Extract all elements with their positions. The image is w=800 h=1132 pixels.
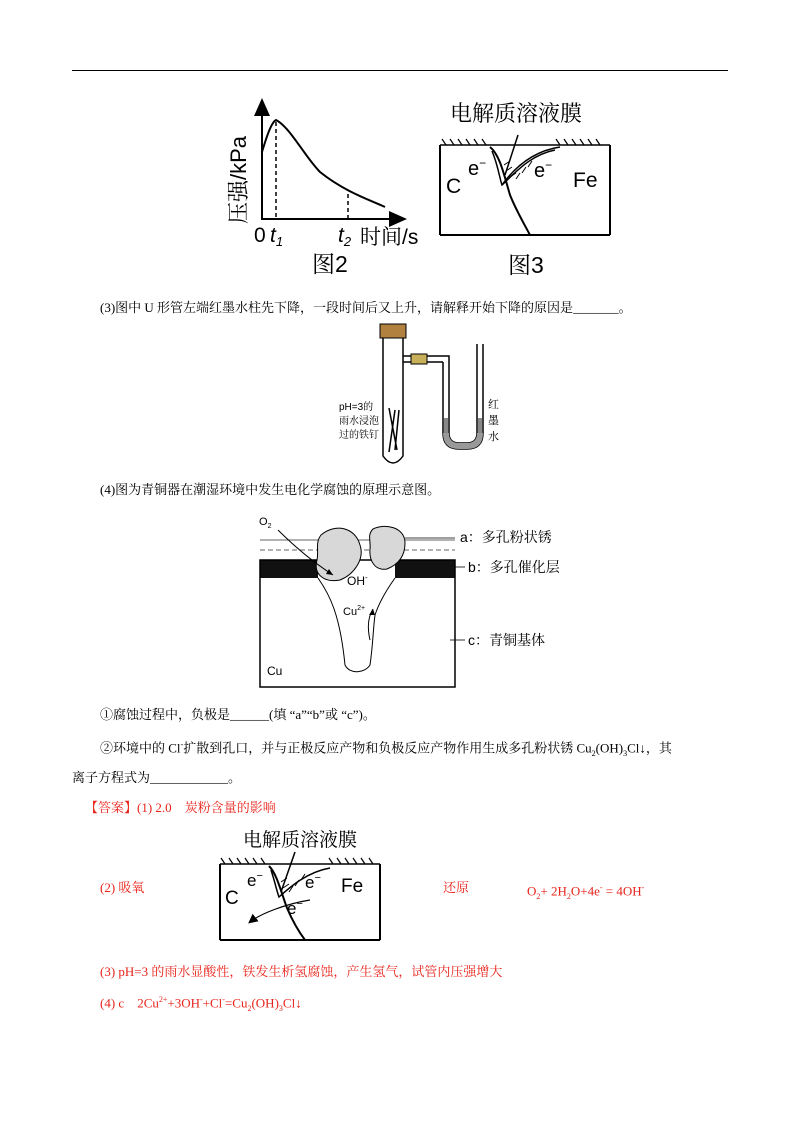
answer-2-label: (2) 吸氧 bbox=[100, 880, 145, 895]
answer-2-diagram bbox=[215, 822, 390, 947]
question-4-2-line1: ②环境中的 Cl-扩散到孔口，并与正极反应产物和负极反应产物作用生成多孔粉状锈 $Cu_2(OH)_3Cl↓$，其 bbox=[100, 740, 672, 758]
q3-answer-blank[interactable]: _______ bbox=[573, 300, 619, 315]
question-4-2-line2: 离子方程式为____________。 bbox=[72, 770, 242, 785]
svg-text:Cu2+: $Cu^{2+}$ bbox=[343, 605, 366, 618]
figure2-origin: 0 bbox=[254, 224, 266, 247]
question-4: (4)图为青铜器在潮湿环境中发生电化学腐蚀的原理示意图。 bbox=[100, 482, 441, 497]
svg-text:t1: t1 bbox=[270, 224, 284, 249]
svg-text:e−: e− bbox=[247, 870, 263, 890]
top-rule bbox=[72, 70, 728, 71]
svg-text:e−: e− bbox=[287, 898, 303, 918]
answer-2-equation: $O_2+ 2H_2O+4e^- = 4OH^-$ bbox=[527, 883, 645, 901]
svg-text:Fe: Fe bbox=[341, 876, 364, 897]
nail-label: pH=3的 雨水浸泡 过的铁钉 bbox=[339, 402, 379, 441]
u-tube-apparatus bbox=[325, 318, 505, 473]
svg-text:OH-: OH- bbox=[347, 573, 368, 588]
figure3-electrolyte-film bbox=[430, 95, 630, 280]
figure3-title: 电解质溶液膜 bbox=[450, 101, 583, 126]
figure3-left-label: C bbox=[446, 175, 462, 198]
label-a: a：多孔粉状锈 bbox=[460, 529, 552, 545]
q4-2-answer-blank[interactable]: ____________ bbox=[150, 770, 229, 785]
figure2-pressure-graph bbox=[210, 92, 430, 282]
answer-tag: 【答案】 bbox=[85, 800, 138, 815]
bronze-corrosion-diagram bbox=[255, 505, 600, 690]
figure2-xlabel: 时间/s bbox=[360, 226, 419, 249]
answer-3: (3) pH=3 的雨水显酸性，铁发生析氢腐蚀，产生氢气，试管内压强增大 bbox=[100, 964, 503, 979]
svg-text:t2: t2 bbox=[338, 224, 352, 249]
q4-1-answer-blank[interactable]: ______ bbox=[230, 707, 270, 722]
bronze-base-label: Cu bbox=[267, 664, 283, 678]
svg-text:e−: e− bbox=[305, 872, 321, 892]
answer-4: (4) c $2Cu^{2+}+3OH^-+Cl^-=Cu_2(OH)_3Cl↓$ bbox=[100, 995, 302, 1013]
red-ink-label: 红 墨 水 bbox=[488, 399, 499, 443]
question-3: (3)图中 U 形管左端红墨水柱先下降，一段时间后又上升，请解释开始下降的原因是_______。 bbox=[100, 300, 632, 315]
svg-text:电解质溶液膜: 电解质溶液膜 bbox=[243, 830, 358, 851]
label-b: b：多孔催化层 bbox=[468, 559, 560, 575]
svg-text:O2: $O_2$ bbox=[259, 516, 272, 530]
figure3-right-label: Fe bbox=[573, 169, 598, 192]
answer-2-reduction: 还原 bbox=[443, 880, 470, 895]
svg-text:C: C bbox=[225, 888, 239, 909]
svg-text:e−: e− bbox=[534, 158, 553, 182]
figure2-caption: 图2 bbox=[312, 251, 348, 277]
figure3-caption: 图3 bbox=[508, 252, 544, 278]
answer-1: 【答案】(1) 2.0 炭粉含量的影响 bbox=[85, 800, 276, 815]
figure2-t1: t bbox=[270, 224, 276, 247]
label-c: c：青铜基体 bbox=[468, 632, 545, 648]
question-4-1: ①腐蚀过程中，负极是______(填 “a”“b”或 “c”)。 bbox=[100, 707, 376, 722]
figure2-ylabel: 压强/kPa bbox=[226, 135, 251, 225]
svg-text:e−: e− bbox=[468, 156, 487, 180]
figure2-t2: t bbox=[338, 224, 344, 247]
